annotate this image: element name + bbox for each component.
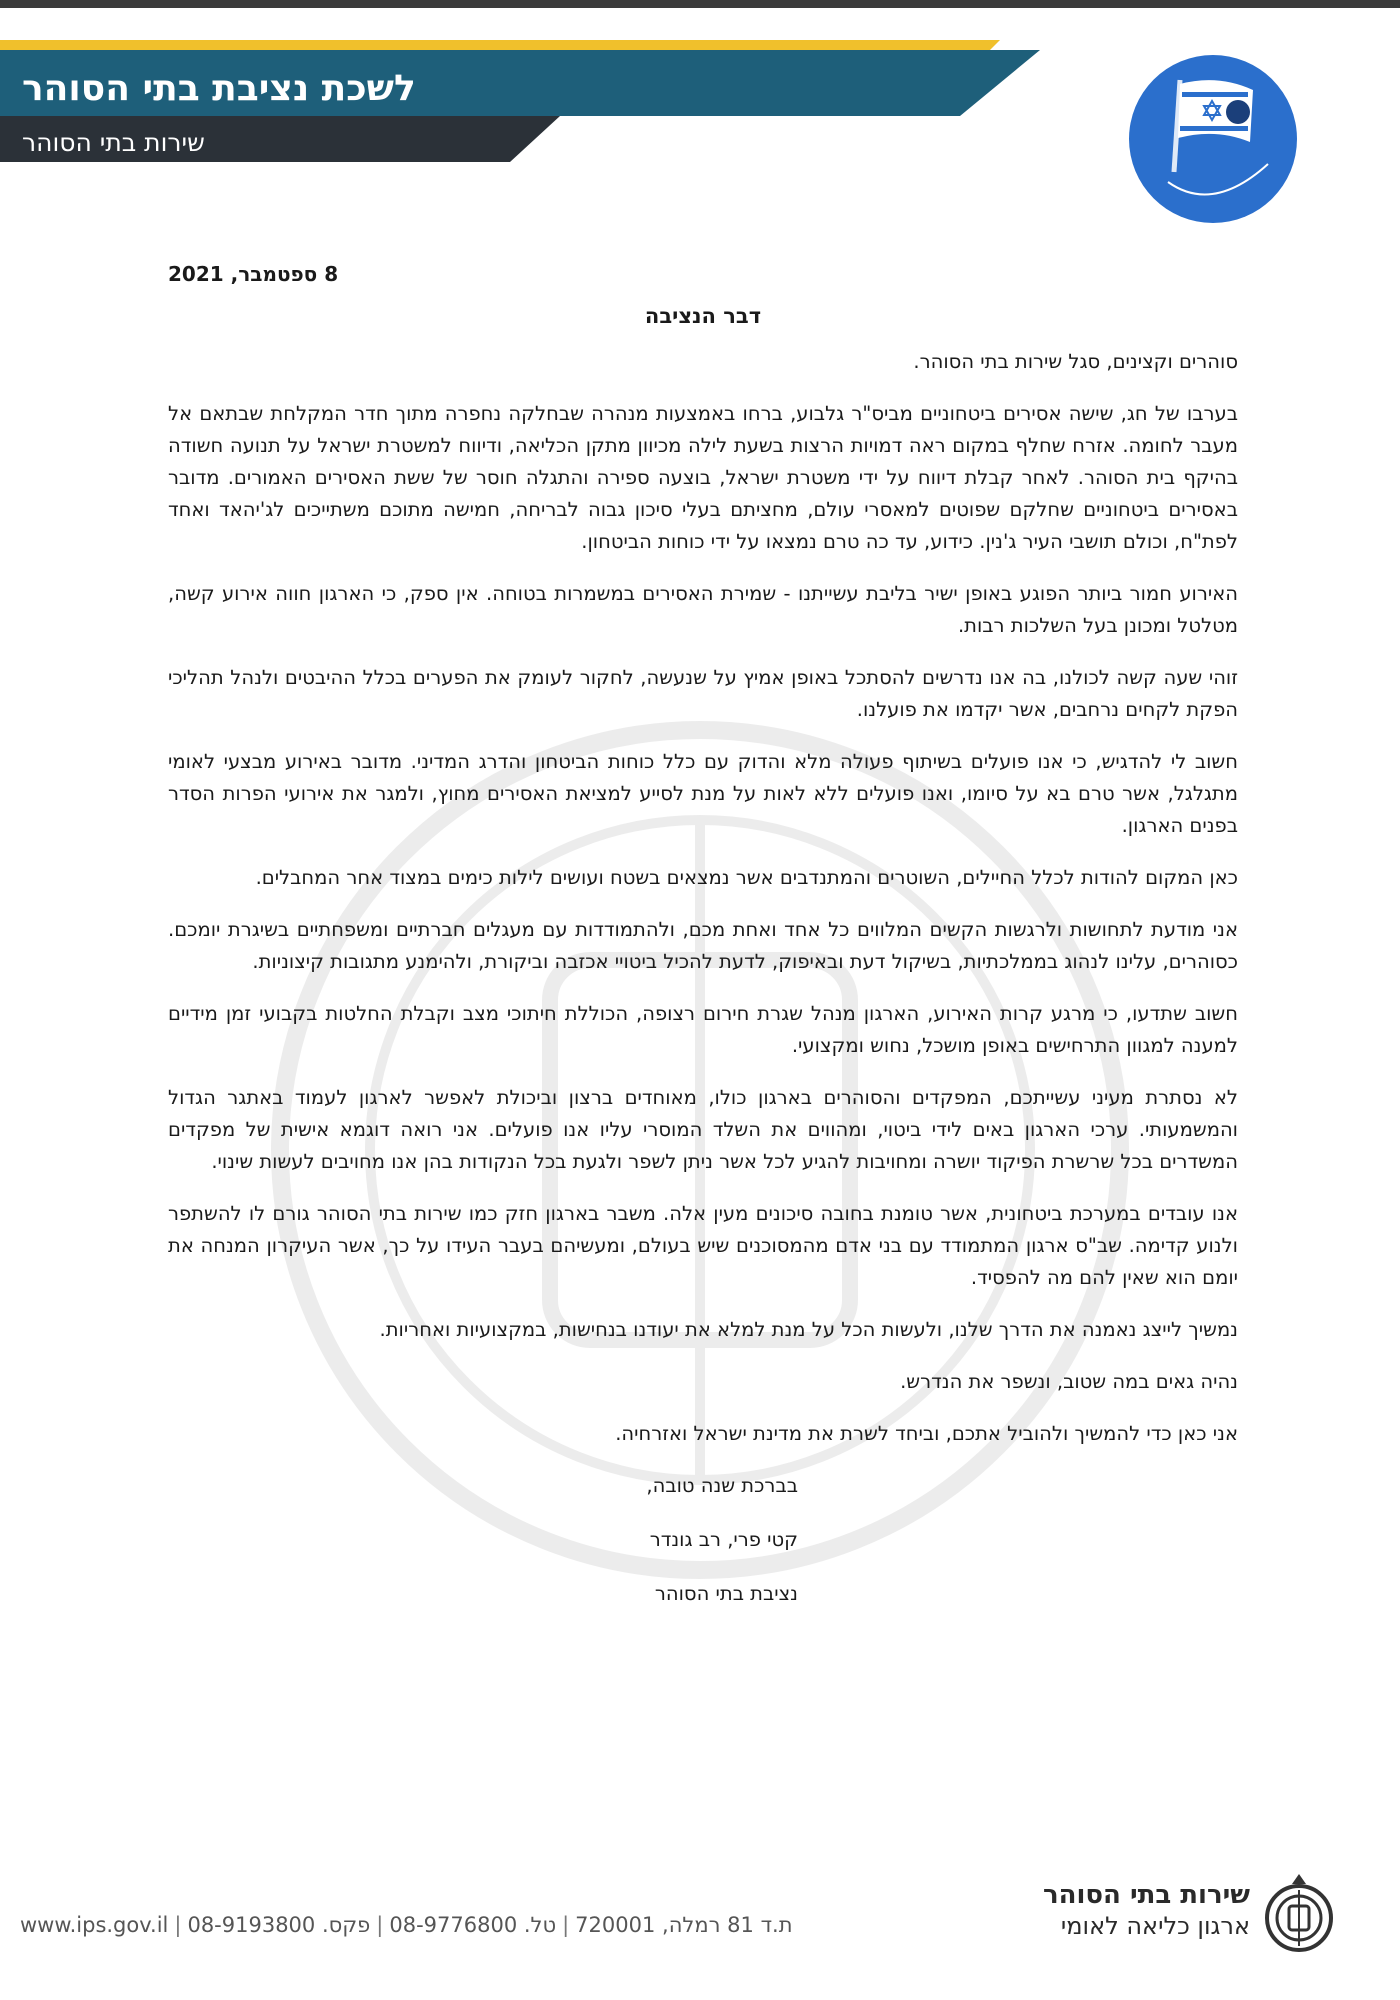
paragraph: אני כאן כדי להמשיך ולהוביל אתכם, וביחד לשרת את מדינת ישראל ואזרחיה. xyxy=(615,1422,1238,1445)
paragraph: לא נסתרת מעיני עשייתכם, המפקדים והסוהרים בארגון כולו, מאוחדים ברצון וביכולת לאפשר לארגון לעמוד באתגר הגדול והמשמעותי. ערכי הארגון באים לידי ביטוי, ומהווים את השלד המוסרי עליו אנו פועלים. אני רואה דוגמא אישית של מפקדים המשדרים בכל שרשרת הפיקוד יושרה ומחויבות להגיע לכל אשר ניתן לשפר ולגעת בכל הנקודות בהן אנו מחויבים לעשות שינוי. xyxy=(168,1086,1238,1173)
header-title: לשכת נציבת בתי הסוהר xyxy=(22,68,416,109)
signatory-role: נציבת בתי הסוהר xyxy=(654,1582,798,1605)
paragraph: זוהי שעה קשה לכולנו, בה אנו נדרשים להסתכל באופן אמיץ על שנעשה, לחקור לעומק את הפערים בכלל ההיבטים ולנהל תהליכי הפקת לקחים נרחבים, אשר יקדמו את פועלנו. xyxy=(168,666,1238,721)
prison-service-logo-icon xyxy=(1262,1870,1336,1954)
letter-heading: דבר הנציבה xyxy=(644,304,762,328)
footer-org xyxy=(1043,1880,1250,1940)
paragraph: כאן המקום להודות לכלל החיילים, השוטרים והמתנדבים אשר נמצאים בשטח ועושים לילות כימים במצוד אחר המחבלים. xyxy=(255,866,1238,889)
letter-date: 8 ספטמבר, 2021 xyxy=(168,262,339,286)
paragraph: אני מודעת לתחושות ולרגשות הקשים המלווים כל אחד ואחת מכם, ולהתמודדות עם מעגלים חברתיים ומשפחתיים בשיגרת יומכם. כסוהרים, עלינו לנהוג בממלכתיות, בשיקול דעת ובאיפוק, לדעת להכיל ביטויי אכזבה וביקורת, ולהימנע מתגובות קיצוניות. xyxy=(168,918,1238,973)
footer-address: ת.ד 81 רמלה, 720001 xyxy=(575,1913,793,1937)
letter-greeting: סוהרים וקצינים, סגל שירות בתי הסוהר. xyxy=(913,350,1238,373)
top-border-line xyxy=(0,0,1400,8)
paragraph: אנו עובדים במערכת ביטחונית, אשר טומנת בחובה סיכונים מעין אלה. משבר בארגון חזק כמו שירות בתי הסוהר גורם לו להשתפר ולנוע קדימה. שב"ס ארגון המתמודד עם בני אדם מהמסוכנים שיש בעולם, ומעשיהם בעבר העידו על כך, אשר העיקרון המנחה את יומם הוא שאין להם מה להפסיד. xyxy=(168,1202,1238,1289)
paragraph: חשוב שתדעו, כי מרגע קרות האירוע, הארגון מנהל שגרת חירום רצופה, הכוללת חיתוכי מצב וקבלת החלטות בקבועי זמן מידיים למענה למגוון התרחישים באופן מושכל, נחוש ומקצועי. xyxy=(168,1002,1238,1057)
closing-blessing: בברכת שנה טובה, xyxy=(646,1474,798,1497)
letter-body xyxy=(168,258,1238,1632)
paragraph: נמשיך לייצג נאמנה את הדרך שלנו, ולעשות הכל על מנת למלא את יעודנו בנחישות, במקצועיות ואחריות. xyxy=(379,1318,1238,1341)
footer-website[interactable]: www.ips.gov.il xyxy=(20,1913,169,1937)
commissioner-emblem-icon xyxy=(1128,54,1298,224)
footer-phone: טל. 08-9776800 xyxy=(389,1913,557,1937)
header-banner xyxy=(0,40,1060,170)
signatory-name: קטי פרי, רב גונדר xyxy=(649,1528,798,1551)
paragraph: בערבו של חג, שישה אסירים ביטחוניים מביס"ר גלבוע, ברחו באמצעות מנהרה שבחלקה נחפרה מתוך חדר המקלחת שבתאם אל מעבר לחומה. אזרח שחלף במקום ראה דמויות הרצות בשעת לילה מכיוון מתקן הכליאה, ודיווח למשטרת ישראל על תנועה חשודה בהיקף בית הסוהר. לאחר קבלת דיווח על ידי משטרת ישראל, בוצעה ספירה והתגלה חוסר של ששת האסירים האמורים. מדובר באסירים ביטחוניים שחלקם שפוטים למאסרי עולם, מחציתם בעלי סיכון גבוה לבריחה, חמישה מתוכם משתייכים לג'יהאד ואחד לפת"ח, וכולם תושבי העיר ג'נין. כידוע, עד כה טרם נמצאו על ידי כוחות הביטחון. xyxy=(168,402,1238,553)
header-subtitle: שירות בתי הסוהר xyxy=(22,128,205,157)
paragraph: האירוע חמור ביותר הפוגע באופן ישיר בליבת עשייתנו - שמירת האסירים במשמרות בטוחה. אין ספק, כי הארגון חווה אירוע קשה, מטלטל ומכונן בעל השלכות רבות. xyxy=(168,582,1238,637)
letter-closing xyxy=(168,1470,798,1610)
footer-contact: www.ips.gov.il | פקס. 08-9193800 | טל. 08-9776800 | ת.ד 81 רמלה, 720001 xyxy=(20,1913,793,1937)
footer-org-name: שירות בתי הסוהר xyxy=(1042,1880,1250,1910)
paragraph: נהיה גאים במה שטוב, ונשפר את הנדרש. xyxy=(900,1370,1238,1393)
footer-org-sub: ארגון כליאה לאומי xyxy=(1060,1912,1250,1940)
footer-fax: פקס. 08-9193800 xyxy=(187,1913,371,1937)
paragraph: חשוב לי להדגיש, כי אנו פועלים בשיתוף פעולה מלא והדוק עם כלל כוחות הביטחון והדרג המדיני. מדובר באירוע מבצעי לאומי מתגלגל, אשר טרם בא על סיומו, ואנו פועלים ללא לאות על מנת לסייע למציאת האסירים מחוץ, ולמגר את אירועי הפרות הסדר בפנים הארגון. xyxy=(168,750,1238,837)
